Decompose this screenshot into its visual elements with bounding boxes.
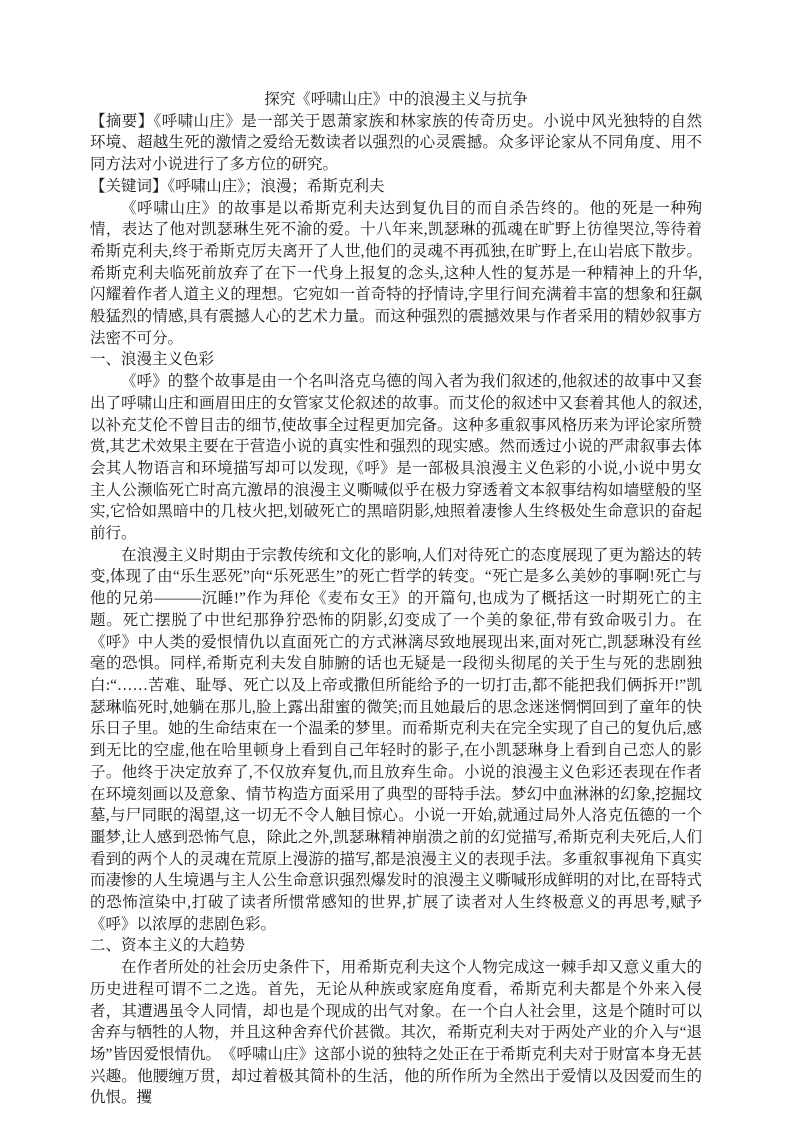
section-1-heading: 一、浪漫主义色彩 (90, 351, 215, 369)
keywords-line: 【关键词】《呼啸山庄》；浪漫；希斯克利夫 (90, 177, 385, 195)
section-2-paragraph-1: 在作者所处的社会历史条件下，用希斯克利夫这个人物完成这一棘手却又意义重大的历史进程可谓不二之选。首先，无论从种族或家庭角度看，希斯克利夫都是个外来入侵者，其遭遇虽令人同情，却也是个现成的出气对象。在一个白人社会里，这是个随时可以舍弃与牺牲的人物，并且这种舍弃代价甚微。其次，希斯克利夫对于两处产业的介入与“退场”皆因爱恨情仇。 《呼啸山庄》这部小说的独特之处正在于希斯克利夫对于财富本身无甚兴趣。他腰缠万贯，却过着极其简朴的生活，他的所作所为全然出于爱情以及因爱而生的仇恨。攫 (90, 959, 702, 1107)
abstract-paragraph: 【摘要】《呼啸山庄》是一部关于恩萧家族和林家族的传奇历史。小说中风光独特的自然环境、超越生死的激情之爱给无数读者以强烈的心灵震撼。众多评论家从不同角度、用不同方法对小说进行了多方位的研究。 (90, 112, 702, 174)
document-title: 探究《呼啸山庄》中的浪漫主义与抗争 (264, 91, 528, 108)
intro-paragraph: 《呼啸山庄》的故事是以希斯克利夫达到复仇目的而自杀告终的。他的死是一种殉情，表达了他对凯瑟琳生死不渝的爱。十八年来,凯瑟琳的孤魂在旷野上彷徨哭泣,等待着希斯克利夫,终于希斯克厉夫离开了人世,他们的灵魂不再孤独,在旷野上,在山岩底下散步。希斯克利夫临死前放弃了在下一代身上报复的念头,这种人性的复苏是一种精神上的升华,闪耀着作者人道主义的理想。它宛如一首奇特的抒情诗,字里行间充满着丰富的想象和狂飙般猛烈的情感,具有震撼人心的艺术力量。而这种强烈的震撼效果与作者采用的精妙叙事方法密不可分。 (90, 199, 702, 347)
section-1-paragraph-2: 在浪漫主义时期由于宗教传统和文化的影响,人们对待死亡的态度展现了更为豁达的转变,体现了由“乐生恶死”向“乐死恶生”的死亡哲学的转变。“死亡是多么美妙的事啊!死亡与他的兄弟———沉睡!”作为拜伦《麦布女王》的开篇句,也成为了概括这一时期死亡的主题。死亡摆脱了中世纪那狰狞恐怖的阴影,幻变成了一个美的象征,带有致命吸引力。在《呼》中人类的爱恨情仇以直面死亡的方式淋漓尽致地展现出来,面对死亡,凯瑟琳没有丝毫的恐惧。同样,希斯克利夫发自肺腑的话也无疑是一段彻头彻尾的关于生与死的悲剧独白:“……苦难、耻辱、死亡以及上帝或撒但所能给予的一切打击,都不能把我们俩拆开!”凯瑟琳临死时,她躺在那儿,脸上露出甜蜜的微笑;而且她最后的思念迷迷惘惘回到了童年的快乐日子里。她的生命结束在一个温柔的梦里。而希斯克利夫在完全实现了自己的复仇后,感到无比的空虚,他在哈里顿身上看到自己年轻时的影子,在小凯瑟琳身上看到自己恋人的影子。他终于决定放弃了,不仅放弃复仇,而且放弃生命。小说的浪漫主义色彩还表现在作者在环境刻画以及意象、情节构造方面采用了典型的哥特手法。梦幻中血淋淋的幻象,挖掘坟墓,与尸同眠的渴望,这一切无不令人触目惊心。小说一开始,就通过局外人洛克伍德的一个噩梦,让人感到恐怖气息，除此之外,凯瑟琳精神崩溃之前的幻觉描写,希斯克利夫死后,人们看到的两个人的灵魂在荒原上漫游的描写,都是浪漫主义的表现手法。多重叙事视角下真实而凄惨的人生境遇与主人公生命意识强烈爆发时的浪漫主义嘶喊形成鲜明的对比,在哥特式的恐怖渲染中,打破了读者所惯常感知的世界,扩展了读者对人生终极意义的再思考,赋予《呼》以浓厚的悲剧色彩。 (90, 546, 702, 933)
section-2-heading: 二、资本主义的大趋势 (90, 937, 246, 955)
document-content (90, 89, 702, 1109)
section-1-paragraph-1: 《呼》的整个故事是由一个名叫洛克乌德的闯入者为我们叙述的,他叙述的故事中又套出了呼啸山庄和画眉田庄的女管家艾伦叙述的故事。而艾伦的叙述中又套着其他人的叙述,以补充艾伦不曾目击的细节,使故事全过程更加完备。这种多重叙事风格历来为评论家所赞赏,其艺术效果主要在于营造小说的真实性和强烈的现实感。然而透过小说的严肃叙事去体会其人物语言和环境描写却可以发现,《呼》是一部极具浪漫主义色彩的小说,小说中男女主人公濒临死亡时高亢激昂的浪漫主义嘶喊似乎在极力穿透着文本叙事结构如墙壁般的坚实,它恰如黑暗中的几枝火把,划破死亡的黑暗阴影,烛照着凄惨人生终极处生命意识的奋起前行。 (90, 373, 702, 543)
